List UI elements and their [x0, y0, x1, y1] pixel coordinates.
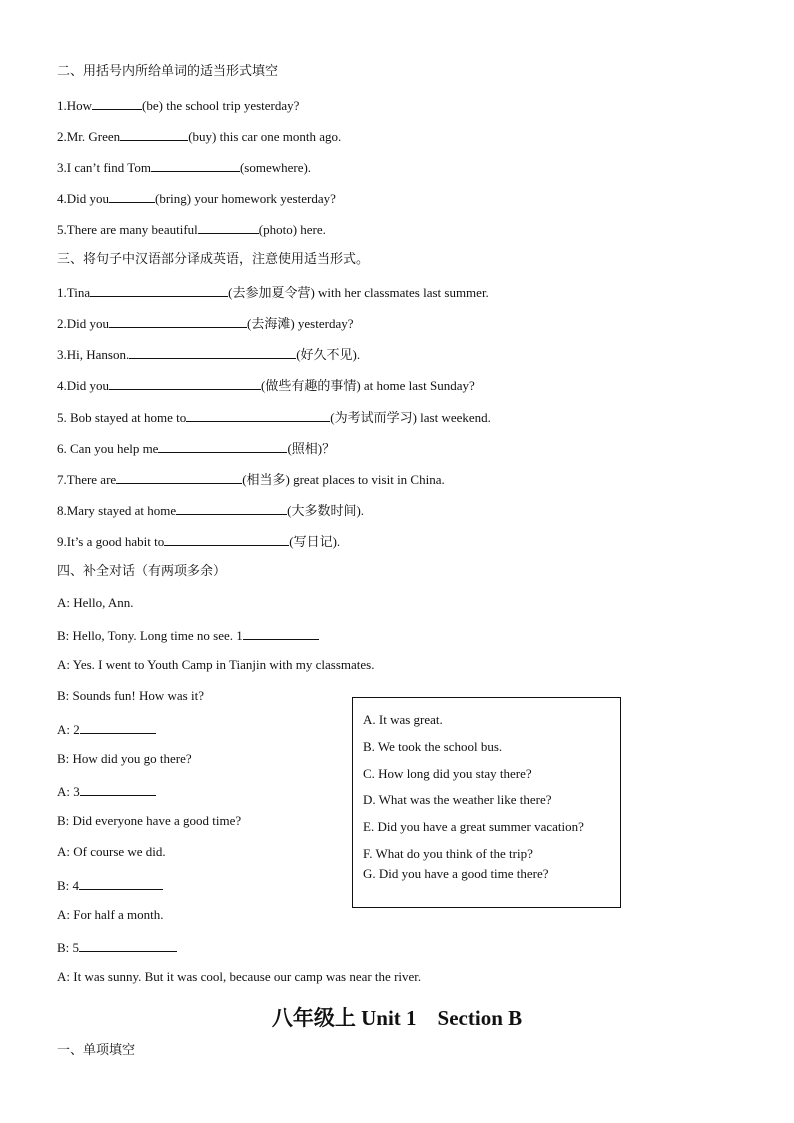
dialog-line: A: For half a month.	[57, 907, 164, 922]
dialog-line: B: Sounds fun! How was it?	[57, 688, 204, 703]
answer-blank[interactable]	[109, 376, 261, 390]
answer-blank[interactable]	[186, 408, 330, 422]
option-g: G. Did you have a good time there?	[363, 866, 549, 881]
answer-blank[interactable]	[198, 220, 259, 234]
answer-blank[interactable]	[109, 189, 155, 203]
unit-title-unit: Unit 1	[361, 1006, 417, 1030]
dialog-line: A: It was sunny. But it was cool, because our camp was near the river.	[57, 969, 422, 984]
answer-blank[interactable]	[90, 283, 228, 297]
translate-item-8: 8.Mary stayed at home (大多数时间).	[57, 503, 365, 518]
dialog-line: A: 2	[57, 720, 156, 738]
unit-title	[0, 1002, 794, 1032]
translate-item-9: 9.It’s a good habit to (写日记).	[57, 534, 341, 549]
option-e: E. Did you have a great summer vacation?	[363, 819, 584, 834]
answer-blank[interactable]	[79, 938, 177, 952]
dialog-line: B: 5	[57, 938, 177, 956]
fill-item-5: 5.There are many beautiful (photo) here.	[57, 222, 326, 237]
fill-item-2: 2.Mr. Green (buy) this car one month ago.	[57, 129, 342, 144]
answer-blank[interactable]	[80, 782, 156, 796]
section-heading: 三、将句子中汉语部分译成英语，注意使用适当形式。	[57, 252, 370, 267]
answer-blank[interactable]	[92, 96, 142, 110]
section-heading: 四、补全对话（有两项多余）	[57, 564, 227, 579]
unit-title-grade: 八年级上	[271, 1006, 356, 1030]
dialog-line: A: Yes. I went to Youth Camp in Tianjin with my classmates.	[57, 657, 375, 672]
answer-blank[interactable]	[129, 345, 296, 359]
translate-item-1: 1.Tina (去参加夏令营) with her classmates last summer.	[57, 285, 489, 300]
dialog-line: B: 4	[57, 876, 163, 894]
answer-blank[interactable]	[116, 470, 242, 484]
translate-item-5: 5. Bob stayed at home to (为考试而学习) last weekend.	[57, 410, 491, 425]
answer-blank[interactable]	[120, 127, 188, 141]
answer-blank[interactable]	[176, 501, 287, 515]
option-b: B. We took the school bus.	[363, 739, 503, 754]
translate-item-4: 4.Did you (做些有趣的事情) at home last Sunday?	[57, 378, 475, 393]
dialog-line: A: 3	[57, 782, 156, 800]
answer-blank[interactable]	[109, 314, 247, 328]
fill-item-3: 3.I can’t find Tom (somewhere).	[57, 160, 312, 175]
answer-blank[interactable]	[80, 720, 156, 734]
fill-item-1: 1.How (be) the school trip yesterday?	[57, 98, 300, 113]
unit-title-section: Section B	[437, 1006, 523, 1030]
answer-blank[interactable]	[79, 876, 163, 890]
dialog-line: B: How did you go there?	[57, 751, 192, 766]
dialog-line: A: Of course we did.	[57, 844, 166, 859]
option-a: A. It was great.	[363, 712, 443, 727]
option-d: D. What was the weather like there?	[363, 792, 552, 807]
translate-item-3: 3.Hi, Hanson. (好久不见).	[57, 347, 361, 362]
translate-item-2: 2.Did you (去海滩) yesterday?	[57, 316, 354, 331]
dialog-line: B: Did everyone have a good time?	[57, 813, 242, 828]
answer-blank[interactable]	[151, 158, 240, 172]
fill-item-4: 4.Did you (bring) your homework yesterday?	[57, 191, 336, 206]
answer-blank[interactable]	[243, 626, 319, 640]
answer-blank[interactable]	[164, 532, 289, 546]
translate-item-7: 7.There are (相当多) great places to visit in China.	[57, 472, 445, 487]
options-box	[352, 697, 621, 908]
section-heading: 二、用括号内所给单词的适当形式填空	[57, 64, 279, 79]
option-f: F. What do you think of the trip?	[363, 846, 533, 861]
answer-blank[interactable]	[158, 439, 287, 453]
translate-item-6: 6. Can you help me (照相)？	[57, 441, 336, 456]
dialog-line: A: Hello, Ann.	[57, 595, 134, 610]
option-c: C. How long did you stay there?	[363, 766, 532, 781]
section-heading: 一、单项填空	[57, 1043, 136, 1058]
dialog-line: B: Hello, Tony. Long time no see. 1	[57, 626, 319, 644]
